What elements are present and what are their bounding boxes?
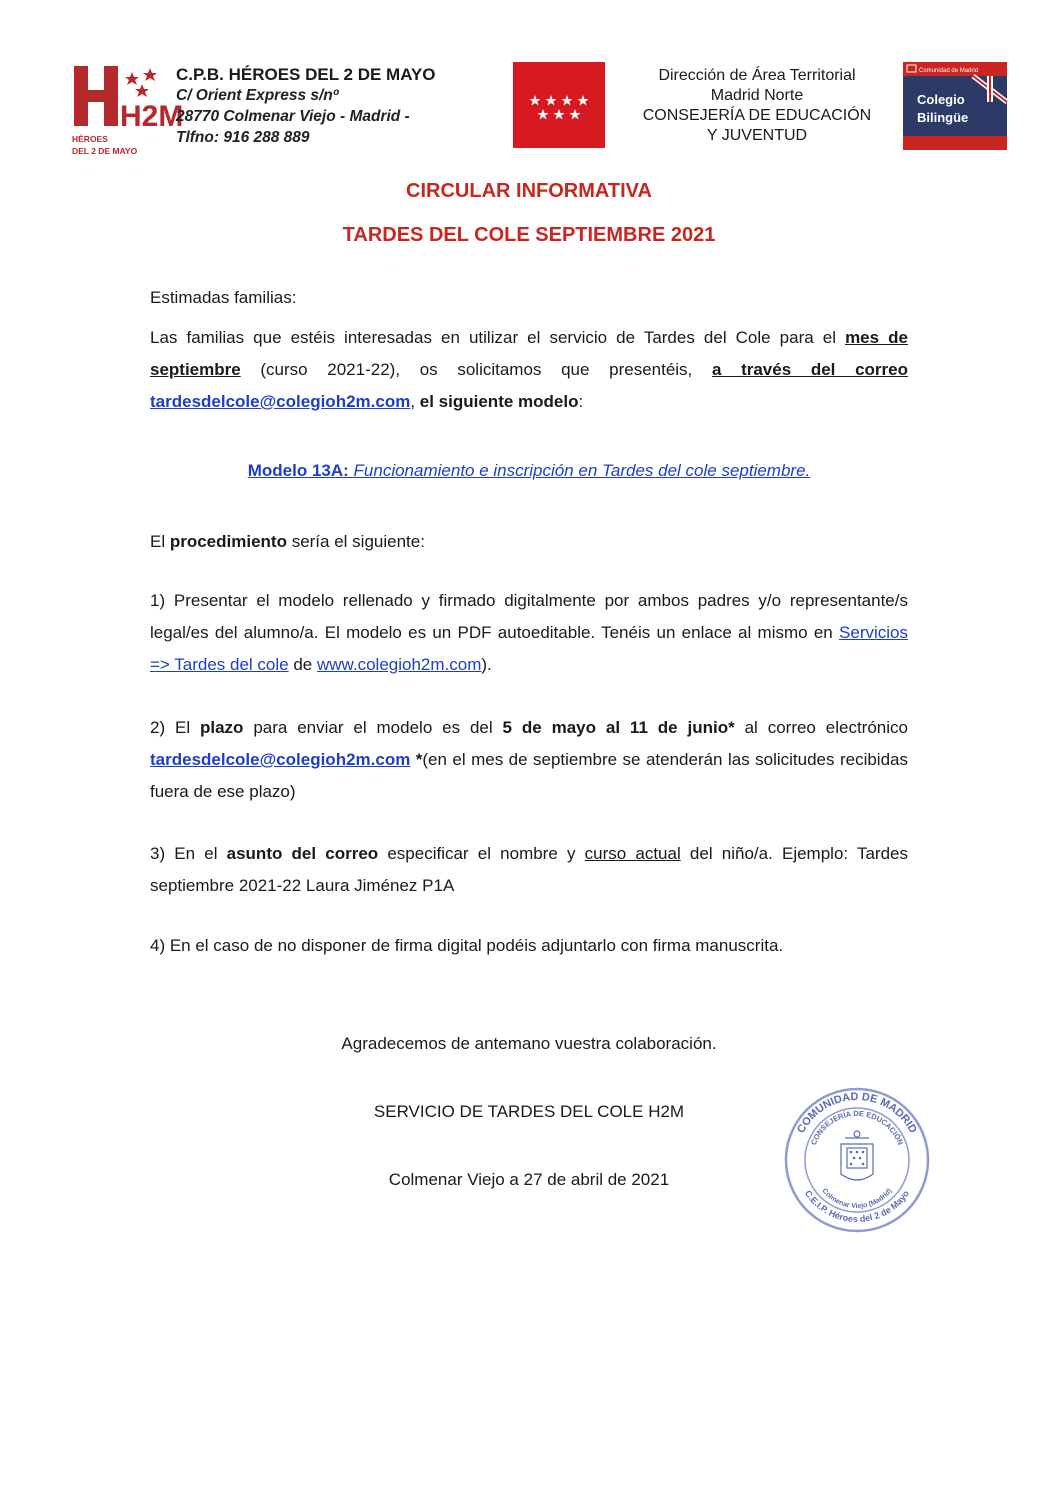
highlight-dates: 5 de mayo al 11 de junio*	[502, 718, 735, 737]
website-link[interactable]: www.colegioh2m.com	[316, 655, 482, 674]
text: al correo electrónico	[734, 718, 908, 737]
svg-text:Comunidad de Madrid: Comunidad de Madrid	[919, 68, 979, 74]
text: Las familias que estéis interesadas en utilizar el servicio de Tardes del Cole para el	[150, 328, 846, 347]
direccion-line: Dirección de Área Territorial	[658, 67, 856, 84]
text: ,	[410, 392, 420, 411]
text: :	[578, 392, 584, 411]
colegio-bilingue-logo	[903, 62, 1007, 150]
text: (en el mes de septiembre se atenderán las solicitudes recibidas fuera de ese plazo)	[150, 750, 908, 801]
service-signature: SERVICIO DE TARDES DEL COLE H2M	[373, 1102, 685, 1121]
text: El	[150, 532, 170, 551]
procedure-intro	[150, 526, 908, 558]
direccion-territorial	[612, 66, 902, 146]
date-line: Colmenar Viejo a 27 de abril de 2021	[388, 1170, 670, 1189]
text: (curso 2021-22), os solicitamos que presentéis,	[240, 360, 712, 379]
official-stamp	[783, 1086, 931, 1234]
highlight-via-email: a través del correo	[711, 360, 908, 379]
school-address-1: C/ Orient Express s/nº	[176, 87, 339, 104]
svg-text:H2M: H2M	[120, 100, 184, 133]
text: 1) Presentar el modelo rellenado y firmado digitalmente por ambos padres y/o representante/s legal/es del alumno/a. El modelo es un PDF autoeditable. Tenéis un enlace al mismo en	[150, 591, 908, 642]
text: especificar el nombre y	[378, 844, 585, 863]
svg-text:DEL 2 DE MAYO: DEL 2 DE MAYO	[72, 146, 138, 156]
svg-text:COMUNIDAD DE MADRID: COMUNIDAD DE MADRID	[795, 1090, 919, 1136]
svg-text:CONSEJERÍA DE EDUCACIÓN: CONSEJERÍA DE EDUCACIÓN	[808, 1108, 906, 1147]
school-name: C.P.B. HÉROES DEL 2 DE MAYO	[176, 65, 436, 84]
school-address-2: 28770 Colmenar Viejo - Madrid -	[176, 108, 410, 125]
modelo-colon: :	[343, 461, 354, 480]
text: 3) En el	[150, 844, 227, 863]
highlight-procedure: procedimiento	[169, 532, 287, 551]
step-4: 4) En el caso de no disponer de firma digital podéis adjuntarlo con firma manuscrita.	[150, 936, 784, 955]
direccion-line: Madrid Norte	[710, 87, 804, 104]
highlight-plazo: plazo	[200, 718, 244, 737]
intro-paragraph	[150, 322, 908, 418]
greeting: Estimadas familias:	[150, 288, 297, 307]
svg-text:HÉROES: HÉROES	[72, 134, 108, 144]
thanks-line: Agradecemos de antemano vuestra colaboración.	[341, 1034, 717, 1053]
text: para enviar el modelo es del	[243, 718, 503, 737]
svg-text:Colmenar Viejo (Madrid): Colmenar Viejo (Madrid)	[820, 1187, 894, 1211]
highlight-model: el siguiente modelo	[419, 392, 579, 411]
text: del niño/a. Ejemplo: Tardes septiembre 2021-22 Laura Jiménez P1A	[150, 844, 908, 895]
text: de	[288, 655, 317, 674]
svg-text:C.E.I.P. Héroes del 2 de Mayo: C.E.I.P. Héroes del 2 de Mayo	[802, 1188, 912, 1225]
circular-title: CIRCULAR INFORMATIVA	[406, 180, 652, 202]
comunidad-madrid-flag	[513, 62, 605, 148]
text: ).	[481, 655, 492, 674]
asterisk: *	[410, 750, 423, 769]
step-2	[150, 712, 908, 808]
svg-text:Bilingüe: Bilingüe	[917, 110, 969, 125]
step-3	[150, 838, 908, 902]
direccion-line: Y JUVENTUD	[706, 127, 808, 144]
school-info	[176, 64, 435, 148]
highlight-subject: asunto del correo	[226, 844, 379, 863]
highlight-course: curso actual	[584, 844, 681, 863]
circular-subtitle: TARDES DEL COLE SEPTIEMBRE 2021	[342, 224, 716, 246]
text: sería el siguiente:	[286, 532, 425, 551]
email-link[interactable]: tardesdelcole@colegioh2m.com	[150, 750, 411, 769]
email-link[interactable]: tardesdelcole@colegioh2m.com	[150, 392, 411, 411]
school-phone: Tlfno: 916 288 889	[176, 129, 310, 146]
servicios-link[interactable]: Servicios => Tardes del cole	[150, 623, 908, 674]
direccion-line: CONSEJERÍA DE EDUCACIÓN	[642, 107, 872, 124]
school-logo	[70, 62, 184, 158]
modelo-line	[150, 456, 908, 486]
modelo-description-link[interactable]: Funcionamiento e inscripción en Tardes del cole septiembre.	[353, 461, 811, 480]
svg-text:Colegio: Colegio	[917, 92, 965, 107]
highlight-month: mes de septiembre	[150, 328, 908, 379]
step-1	[150, 585, 908, 681]
text: 2) El	[150, 718, 200, 737]
modelo-13a-link[interactable]: Modelo 13A	[247, 461, 344, 480]
